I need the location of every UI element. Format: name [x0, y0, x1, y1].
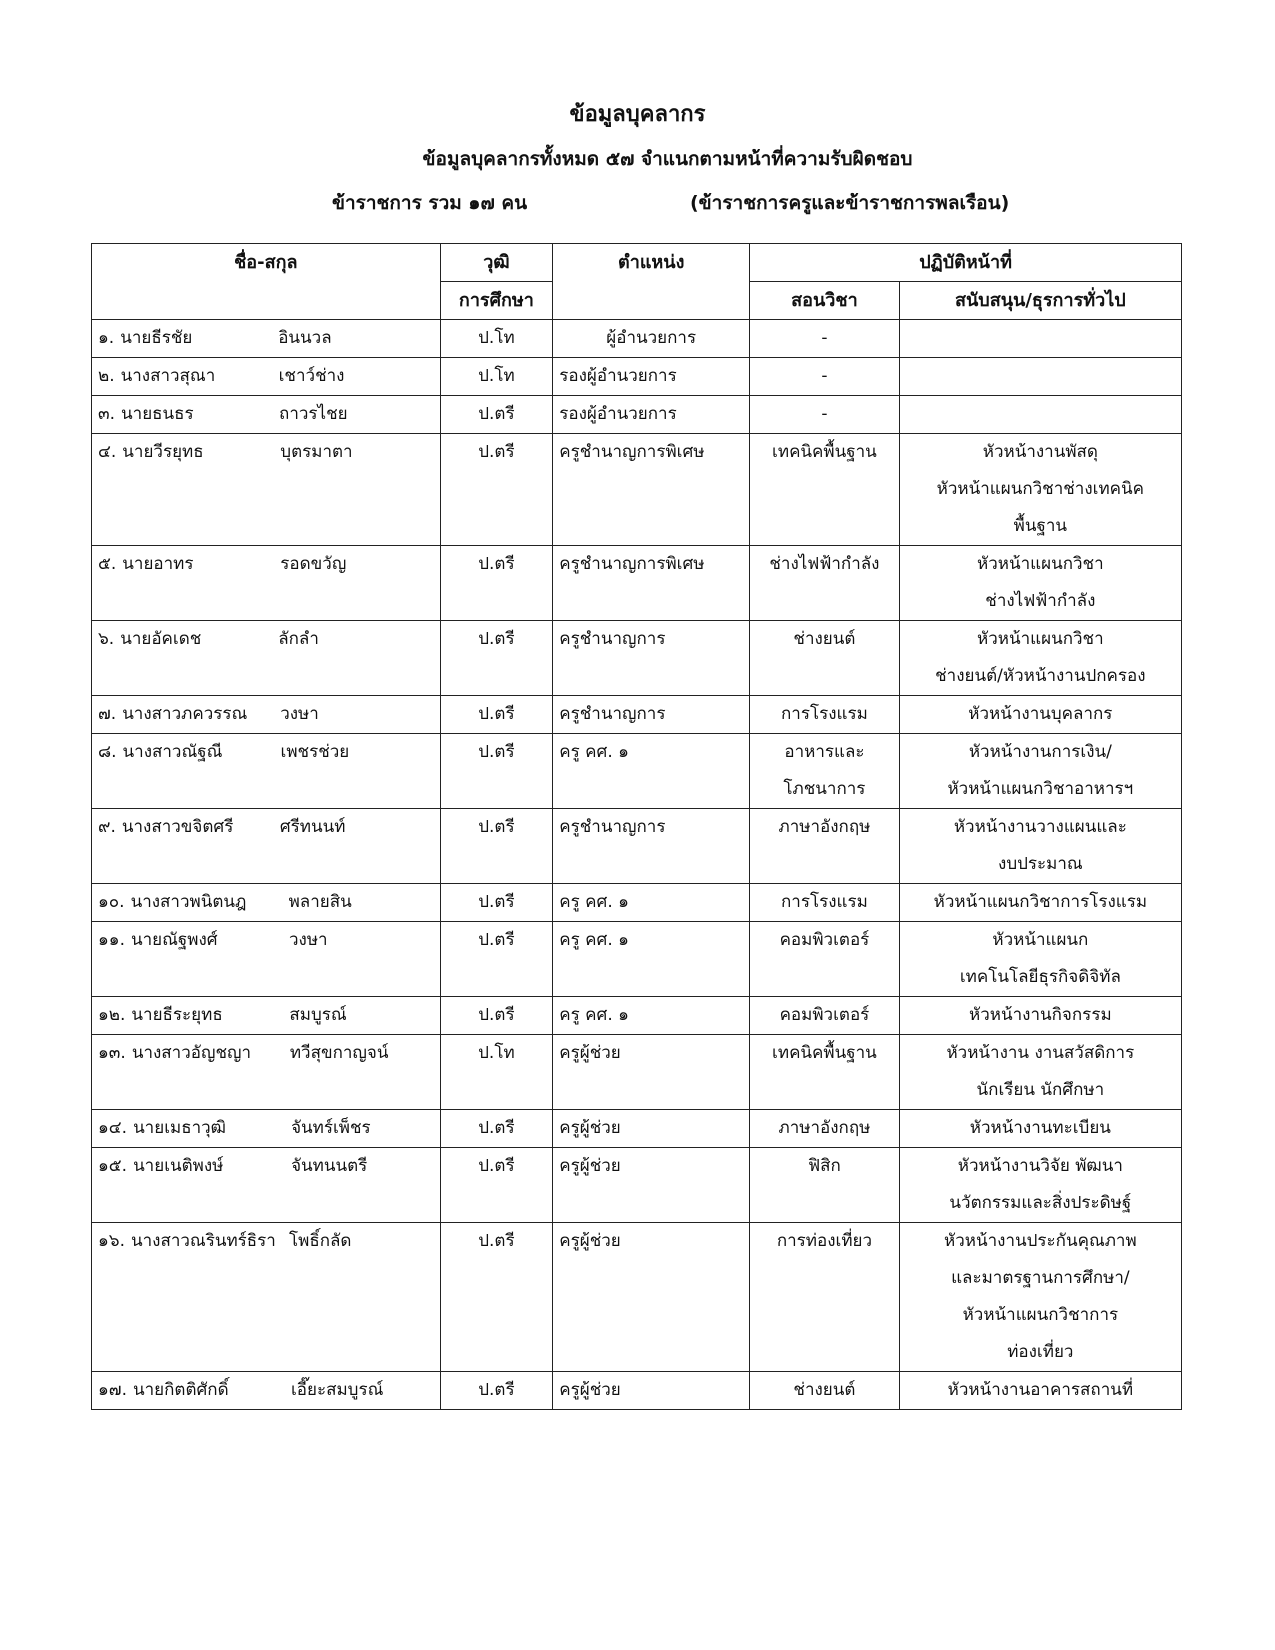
teach-line: การโรงแรม — [781, 892, 868, 912]
support-line: และมาตรฐานการศึกษา/ — [951, 1268, 1130, 1288]
first-name: นางสาวณัฐณี — [122, 742, 223, 762]
last-name: เชาว์ช่าง — [278, 366, 345, 386]
cell-degree: ป.ตรี — [440, 1223, 553, 1372]
table-row — [92, 922, 1182, 997]
teach-line: เทคนิคพื้นฐาน — [772, 442, 877, 462]
header-position: ตำแหน่ง — [553, 244, 750, 320]
cell-support — [899, 434, 1181, 546]
last-name: เพชรช่วย — [280, 742, 350, 762]
cell-teach — [750, 546, 900, 621]
cell-position: ครู คศ. ๑ — [553, 922, 750, 997]
cell-support — [899, 1110, 1181, 1148]
last-name: ลักลำ — [278, 629, 319, 649]
cell-support — [899, 358, 1181, 396]
cell-position: ครูผู้ช่วย — [553, 1035, 750, 1110]
cell-name — [92, 922, 441, 997]
row-number: ๔. — [98, 442, 117, 462]
cell-teach — [750, 1148, 900, 1223]
support-line: หัวหน้าแผนกวิชา — [977, 554, 1104, 574]
cell-support — [899, 1372, 1181, 1410]
table-row — [92, 396, 1182, 434]
table-row — [92, 434, 1182, 546]
table-row — [92, 1223, 1182, 1372]
last-name: วงษา — [289, 930, 328, 950]
row-number: ๒. — [98, 366, 115, 386]
cell-teach — [750, 884, 900, 922]
first-name: นายอัคเดช — [120, 629, 202, 649]
teach-line: ภาษาอังกฤษ — [778, 817, 871, 837]
first-name: นายธีระยุทธ — [131, 1005, 223, 1025]
cell-name — [92, 884, 441, 922]
first-name: นายอาทร — [122, 554, 194, 574]
staff-table-body — [92, 320, 1182, 1410]
last-name: บุตรมาตา — [280, 442, 353, 462]
support-line: หัวหน้าแผนก — [992, 930, 1089, 950]
row-number: ๙. — [98, 817, 116, 837]
cell-position: ครู คศ. ๑ — [553, 884, 750, 922]
teach-line: ฟิสิก — [808, 1156, 841, 1176]
cell-degree: ป.ตรี — [440, 997, 553, 1035]
cell-support — [899, 1035, 1181, 1110]
cell-name — [92, 734, 441, 809]
cell-teach — [750, 1035, 900, 1110]
table-row — [92, 997, 1182, 1035]
header-name: ชื่อ-สกุล — [92, 244, 441, 320]
support-line: พื้นฐาน — [1013, 516, 1068, 536]
staff-count-label: ข้าราชการ รวม ๑๗ คน — [332, 192, 528, 214]
teach-line: - — [821, 328, 828, 348]
teach-line: ช่างไฟฟ้ากำลัง — [769, 554, 880, 574]
support-line: หัวหน้าแผนกวิชาการ — [962, 1305, 1119, 1325]
first-name: นายเนติพงษ์ — [133, 1156, 224, 1176]
cell-degree: ป.ตรี — [440, 884, 553, 922]
last-name: จันทนนตรี — [291, 1156, 368, 1176]
cell-teach — [750, 320, 900, 358]
cell-degree: ป.ตรี — [440, 546, 553, 621]
header-support: สนับสนุน/ธุรการทั่วไป — [899, 282, 1181, 320]
header-teach: สอนวิชา — [750, 282, 900, 320]
support-line: หัวหน้างานประกันคุณภาพ — [944, 1231, 1137, 1251]
teach-line: คอมพิวเตอร์ — [779, 930, 870, 950]
cell-name — [92, 1110, 441, 1148]
cell-teach — [750, 1372, 900, 1410]
row-number: ๑๑. — [98, 930, 125, 950]
first-name: นายวีรยุทธ — [122, 442, 204, 462]
first-name: นางสาวพนิตนฎ — [130, 892, 247, 912]
teach-line: - — [821, 404, 828, 424]
cell-name — [92, 621, 441, 696]
table-row — [92, 809, 1182, 884]
first-name: นายธนธร — [121, 404, 194, 424]
cell-position: ครูผู้ช่วย — [553, 1372, 750, 1410]
last-name: ทวีสุขกาญจน์ — [289, 1043, 389, 1063]
cell-teach — [750, 358, 900, 396]
cell-name — [92, 434, 441, 546]
cell-position: ครูชำนาญการพิเศษ — [553, 434, 750, 546]
cell-teach — [750, 434, 900, 546]
cell-name — [92, 358, 441, 396]
first-name: นางสาวภควรรณ — [122, 704, 248, 724]
cell-support — [899, 922, 1181, 997]
cell-support — [899, 320, 1181, 358]
last-name: โพธิ์กลัด — [289, 1231, 352, 1251]
cell-position: ครูชำนาญการพิเศษ — [553, 546, 750, 621]
table-row — [92, 320, 1182, 358]
first-name: นางสาวอัญชญา — [131, 1043, 252, 1063]
row-number: ๑๐. — [98, 892, 125, 912]
cell-name — [92, 696, 441, 734]
cell-name — [92, 809, 441, 884]
cell-position: รองผู้อำนวยการ — [553, 358, 750, 396]
first-name: นางสาวขจิตศรี — [121, 817, 234, 837]
cell-degree: ป.ตรี — [440, 922, 553, 997]
support-line: หัวหน้างานกิจกรรม — [969, 1005, 1112, 1025]
cell-degree: ป.ตรี — [440, 734, 553, 809]
row-number: ๗. — [98, 704, 117, 724]
cell-position: ครูชำนาญการ — [553, 809, 750, 884]
row-number: ๑๓. — [98, 1043, 126, 1063]
support-line: หัวหน้างานวางแผนและ — [953, 817, 1127, 837]
teach-line: ช่างยนต์ — [793, 1380, 856, 1400]
cell-teach — [750, 1110, 900, 1148]
cell-degree: ป.ตรี — [440, 434, 553, 546]
support-line: หัวหน้างานพัสดุ — [982, 442, 1098, 462]
cell-teach — [750, 396, 900, 434]
cell-name — [92, 1372, 441, 1410]
support-line: ท่องเที่ยว — [1007, 1342, 1074, 1362]
cell-teach — [750, 922, 900, 997]
row-number: ๖. — [98, 629, 115, 649]
last-name: วงษา — [280, 704, 319, 724]
teach-line: การท่องเที่ยว — [776, 1231, 873, 1251]
last-name: รอดขวัญ — [280, 554, 347, 574]
cell-position: ครูผู้ช่วย — [553, 1223, 750, 1372]
row-number: ๓. — [98, 404, 116, 424]
cell-position: ครู คศ. ๑ — [553, 734, 750, 809]
cell-support — [899, 546, 1181, 621]
cell-degree: ป.ตรี — [440, 396, 553, 434]
support-line: นักเรียน นักศึกษา — [976, 1080, 1105, 1100]
page-title: ข้อมูลบุคลากร — [569, 102, 706, 127]
table-row — [92, 696, 1182, 734]
support-line: หัวหน้างาน งานสวัสดิการ — [946, 1043, 1135, 1063]
support-line: หัวหน้างานวิจัย พัฒนา — [957, 1156, 1123, 1176]
cell-teach — [750, 696, 900, 734]
cell-degree: ป.ตรี — [440, 621, 553, 696]
first-name: นายณัฐพงศ์ — [131, 930, 218, 950]
cell-teach — [750, 809, 900, 884]
cell-name — [92, 1223, 441, 1372]
last-name: เอี๊ยะสมบูรณ์ — [290, 1380, 384, 1400]
cell-name — [92, 1148, 441, 1223]
header-duty: ปฏิบัติหน้าที่ — [750, 244, 1182, 282]
last-name: พลายสิน — [288, 892, 352, 912]
cell-teach — [750, 997, 900, 1035]
teach-line: โภชนาการ — [783, 779, 866, 799]
cell-position: ผู้อำนวยการ — [553, 320, 750, 358]
first-name: นายธีรชัย — [120, 328, 193, 348]
cell-position: ครูผู้ช่วย — [553, 1148, 750, 1223]
cell-degree: ป.ตรี — [440, 809, 553, 884]
table-row — [92, 546, 1182, 621]
table-row — [92, 1110, 1182, 1148]
first-name: นางสาวสุณา — [120, 366, 216, 386]
staff-table — [91, 243, 1182, 1410]
cell-teach — [750, 1223, 900, 1372]
table-row — [92, 358, 1182, 396]
row-number: ๑. — [98, 328, 115, 348]
cell-support — [899, 621, 1181, 696]
cell-degree: ป.ตรี — [440, 1372, 553, 1410]
cell-position: ครูชำนาญการ — [553, 621, 750, 696]
header-degree-line2: การศึกษา — [440, 282, 553, 320]
last-name: ถาวรไชย — [279, 404, 348, 424]
cell-degree: ป.โท — [440, 1035, 553, 1110]
cell-degree: ป.โท — [440, 320, 553, 358]
cell-degree: ป.โท — [440, 358, 553, 396]
table-row — [92, 1148, 1182, 1223]
row-number: ๑๕. — [98, 1156, 128, 1176]
row-number: ๑๔. — [98, 1118, 128, 1138]
support-line: หัวหน้างานอาคารสถานที่ — [947, 1380, 1134, 1400]
support-line: หัวหน้างานทะเบียน — [969, 1118, 1111, 1138]
cell-degree: ป.ตรี — [440, 1110, 553, 1148]
teach-line: คอมพิวเตอร์ — [779, 1005, 870, 1025]
support-line: หัวหน้างานบุคลากร — [968, 704, 1113, 724]
cell-position: ครูชำนาญการ — [553, 696, 750, 734]
last-name: สมบูรณ์ — [289, 1005, 347, 1025]
cell-support — [899, 809, 1181, 884]
cell-position: ครู คศ. ๑ — [553, 997, 750, 1035]
teach-line: การโรงแรม — [781, 704, 868, 724]
row-number: ๑๖. — [98, 1231, 125, 1251]
row-number: ๕. — [98, 554, 117, 574]
cell-name — [92, 1035, 441, 1110]
cell-name — [92, 997, 441, 1035]
teach-line: ช่างยนต์ — [793, 629, 856, 649]
teach-line: ภาษาอังกฤษ — [778, 1118, 871, 1138]
cell-teach — [750, 734, 900, 809]
cell-support — [899, 696, 1181, 734]
cell-teach — [750, 621, 900, 696]
cell-degree: ป.ตรี — [440, 696, 553, 734]
cell-support — [899, 734, 1181, 809]
support-line: หัวหน้าแผนกวิชาอาหารฯ — [947, 779, 1134, 799]
support-line: ช่างไฟฟ้ากำลัง — [985, 591, 1096, 611]
page-subtitle: ข้อมูลบุคลากรทั้งหมด ๕๗ จำแนกตามหน้าที่ความรับผิดชอบ — [422, 148, 913, 170]
cell-support — [899, 997, 1181, 1035]
header-degree-line1: วุฒิ — [440, 244, 553, 282]
support-line: หัวหน้างานการเงิน/ — [968, 742, 1112, 762]
cell-degree: ป.ตรี — [440, 1148, 553, 1223]
table-row — [92, 734, 1182, 809]
table-row — [92, 621, 1182, 696]
first-name: นายกิตติศักดิ์ — [132, 1380, 229, 1400]
cell-name — [92, 320, 441, 358]
last-name: จันทร์เพ็ชร — [291, 1118, 371, 1138]
cell-position: ครูผู้ช่วย — [553, 1110, 750, 1148]
cell-position: รองผู้อำนวยการ — [553, 396, 750, 434]
teach-line: - — [821, 366, 828, 386]
table-row — [92, 1372, 1182, 1410]
support-line: หัวหน้าแผนกวิชาช่างเทคนิค — [936, 479, 1145, 499]
support-line: หัวหน้าแผนกวิชา — [977, 629, 1104, 649]
cell-support — [899, 884, 1181, 922]
row-number: ๘. — [98, 742, 117, 762]
cell-support — [899, 1223, 1181, 1372]
cell-name — [92, 396, 441, 434]
support-line: หัวหน้าแผนกวิชาการโรงแรม — [933, 892, 1148, 912]
staff-type-label: (ข้าราชการครูและข้าราชการพลเรือน) — [690, 192, 1010, 214]
first-name: นางสาวณรินทร์ธิรา — [131, 1231, 276, 1251]
support-line: เทคโนโลยีธุรกิจดิจิทัล — [959, 967, 1121, 987]
support-line: งบประมาณ — [998, 854, 1083, 874]
teach-line: เทคนิคพื้นฐาน — [772, 1043, 877, 1063]
support-line: ช่างยนต์/หัวหน้างานปกครอง — [935, 666, 1146, 686]
teach-line: อาหารและ — [784, 742, 865, 762]
row-number: ๑๒. — [98, 1005, 126, 1025]
table-row — [92, 884, 1182, 922]
table-row — [92, 1035, 1182, 1110]
last-name: ศรีทนนท์ — [279, 817, 346, 837]
first-name: นายเมธาวุฒิ — [133, 1118, 227, 1138]
last-name: อินนวล — [278, 328, 332, 348]
cell-support — [899, 396, 1181, 434]
cell-support — [899, 1148, 1181, 1223]
support-line: นวัตกรรมและสิ่งประดิษฐ์ — [949, 1193, 1132, 1213]
cell-name — [92, 546, 441, 621]
row-number: ๑๗. — [98, 1380, 127, 1400]
